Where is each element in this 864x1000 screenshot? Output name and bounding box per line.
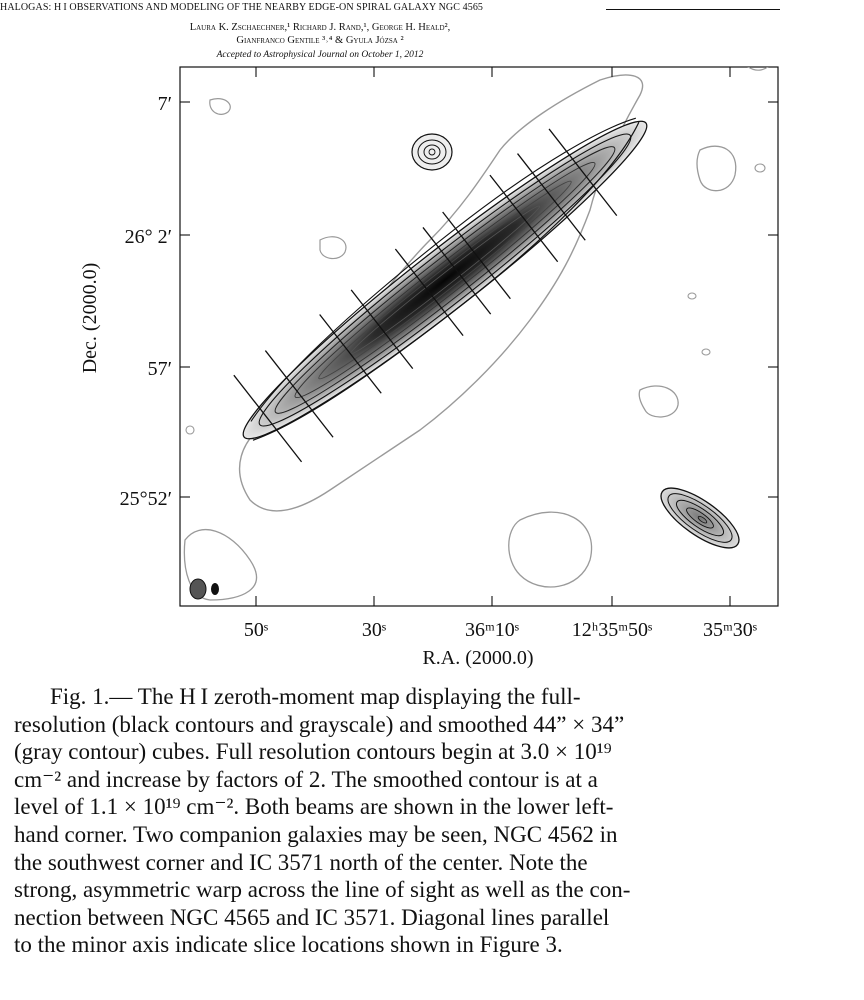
caption-line: resolution (black contours and grayscale) and smoothed 44” × 34”: [14, 711, 625, 737]
caption-line: nection between NGC 4565 and IC 3571. Diagonal lines parallel: [14, 904, 610, 930]
xtick-label: 36ᵐ10ˢ: [464, 619, 520, 641]
xtick-label: 35ᵐ30ˢ: [702, 619, 758, 641]
ytick-label: 26° 2′: [124, 226, 172, 248]
authors-line-1: Laura K. Zschaechner,¹ Richard J. Rand,¹, George H. Heald²,: [189, 22, 451, 33]
smoothed-contour-fragment: [740, 37, 771, 70]
caption-line: to the minor axis indicate slice locations shown in Figure 3.: [14, 932, 563, 958]
caption-line: (gray contour) cubes. Full resolution contours begin at 3.0 × 10¹⁹: [14, 739, 612, 765]
ic3571-companion: [412, 134, 452, 170]
xtick-label: 30ˢ: [361, 619, 387, 641]
caption-line: the southwest corner and IC 3571 north of the center. Note the: [14, 849, 588, 875]
caption-line: hand corner. Two companion galaxies may be seen, NGC 4562 in: [14, 821, 618, 847]
figure-caption: [14, 683, 832, 959]
caption-line: Fig. 1.— The H I zeroth-moment map displaying the full-: [50, 684, 581, 709]
authors-line-2: Gianfranco Gentile ³˒⁴ & Gyula Józsa ²: [236, 35, 404, 46]
xtick-label: 12ʰ35ᵐ50ˢ: [571, 619, 653, 641]
ytick-label: 25°52′: [119, 488, 172, 510]
caption-line: strong, asymmetric warp across the line of sight as well as the con-: [14, 877, 631, 903]
ytick-label: 57′: [147, 358, 172, 380]
y-axis-label: Dec. (2000.0): [79, 262, 101, 374]
caption-line: cm⁻² and increase by factors of 2. The smoothed contour is at a: [14, 766, 598, 792]
x-axis-label: R.A. (2000.0): [422, 647, 534, 669]
xtick-label: 50ˢ: [243, 619, 269, 641]
accepted-note: Accepted to Astrophysical Journal on October 1, 2012: [216, 50, 424, 60]
ytick-label: 7′: [157, 93, 172, 115]
running-title: HALOGAS: H I OBSERVATIONS AND MODELING OF THE NEARBY EDGE-ON SPIRAL GALAXY NGC 4565: [0, 2, 484, 13]
caption-line: level of 1.1 × 10¹⁹ cm⁻². Both beams are shown in the lower left-: [14, 794, 614, 820]
